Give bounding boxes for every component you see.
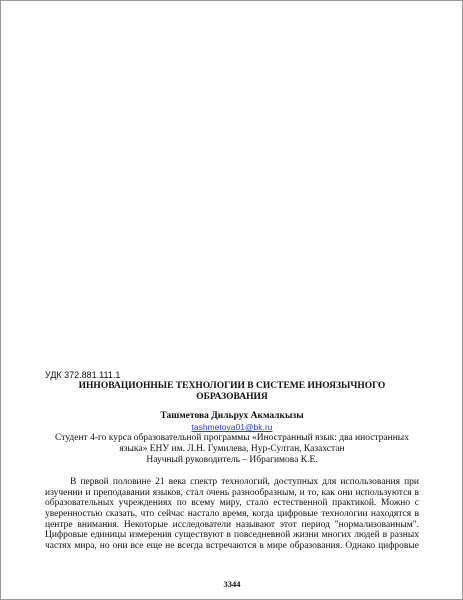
body-text-line: частях мира, но они все еще не всегда встречаются в мире образования. Однако цифровые: [45, 541, 419, 552]
author-affiliation: [45, 433, 419, 466]
body-text-line: изучении и преподавании языков, стал очень разнообразным, и то, как они используются в: [45, 487, 419, 498]
affiliation-line: Студент 4-го курса образовательной программы «Иностранный язык: два иностранных: [55, 433, 409, 443]
body-text-line: центре внимания. Некоторые исследователи называют этот период "нормализованным".: [45, 519, 419, 530]
article-title-line: ОБРАЗОВАНИЯ: [196, 392, 268, 402]
body-text-line: образовательных учреждениях по всему миру, стало естественной практикой. Можно с: [45, 498, 419, 509]
page-number: 3344: [223, 579, 241, 589]
body-text-line: уверенностью сказать, что сейчас настало время, когда цифровые технологии находятся в: [45, 509, 419, 520]
author-name: Ташметова Дильрух Акмалкызы: [160, 411, 304, 421]
affiliation-line: языка» ЕНУ им. Л.Н. Гумилева, Нур-Султан, Казахстан: [119, 444, 345, 454]
body-text-line: Цифровые единицы измерения существуют в повседневной жизни многих людей в разных: [45, 530, 419, 541]
affiliation-line: Научный руководитель – Ибрагимова К.Е.: [146, 455, 318, 465]
article-title: [45, 381, 419, 403]
document-page: [45, 1, 419, 599]
body-text-line: В первой половине 21 века спектр технологий, доступных для использования при: [70, 477, 419, 487]
article-title-line: ИННОВАЦИОННЫЕ ТЕХНОЛОГИИ В СИСТЕМЕ ИНОЯЗЫЧНОГО: [78, 381, 386, 391]
udc-code: УДК 372.881.111.1: [45, 370, 121, 380]
article-body: [45, 477, 419, 552]
author-email-link[interactable]: tashmetova01@bk.ru: [191, 422, 273, 432]
